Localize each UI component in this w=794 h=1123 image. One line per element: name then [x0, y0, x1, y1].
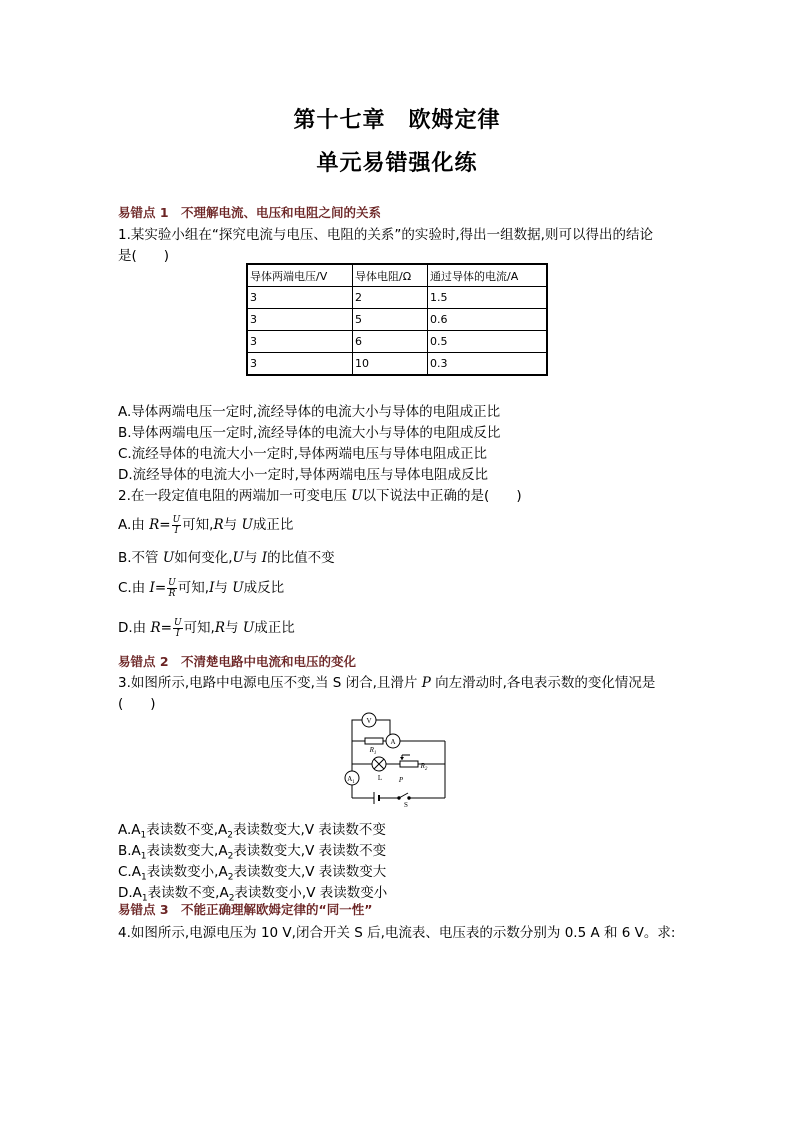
table-row	[247, 331, 547, 353]
q2-option-b: B.不管 U如何变化,U与 I的比值不变	[118, 550, 335, 566]
q1-data-table	[246, 263, 548, 376]
circuit-diagram	[336, 712, 456, 808]
table-row	[247, 353, 547, 376]
table-cell: 1.5	[428, 287, 548, 309]
q3-option-a: $A.A_1$表读数不变$,A_2$表读数变大,V 表读数不变	[118, 822, 386, 841]
q2-option-c: C.由 I= $\frac{U}{R}$ 可知,I与 U成反比	[118, 577, 285, 599]
table-row	[247, 309, 547, 331]
resistor-r1	[365, 738, 383, 744]
table-cell: 3	[247, 353, 353, 376]
q1-stem-line1: 1.某实验小组在“探究电流与电压、电阻的关系”的实验时,得出一组数据,则可以得出的结论	[118, 227, 653, 243]
q3-stem-line2: ( )	[118, 696, 156, 712]
ammeter-a1-label: $A_1$	[347, 775, 355, 785]
table-header-row	[247, 264, 547, 287]
switch-label: S	[404, 801, 408, 808]
table-header-cell: 导体电阻/Ω	[353, 264, 428, 287]
chapter-title: 第十七章 欧姆定律	[293, 107, 501, 133]
table-header-cell: 导体两端电压/V	[247, 264, 353, 287]
section-label-3: 易错点 3 不能正确理解欧姆定律的“同一性”	[118, 902, 373, 917]
table-cell: 6	[353, 331, 428, 353]
ammeter-label: A	[390, 738, 396, 746]
section-label-1: 易错点 1 不理解电流、电压和电阻之间的关系	[118, 205, 382, 220]
q2-stem: 2.在一段定值电阻的两端加一可变电压 U以下说法中正确的是( )	[118, 488, 522, 504]
r2-label: $R_2$	[420, 762, 428, 772]
fraction: $\frac{U}{I}$	[173, 617, 182, 639]
table-cell: 5	[353, 309, 428, 331]
voltmeter-label: V	[366, 717, 372, 725]
q2-option-d: D.由 R= $\frac{U}{I}$ 可知,R与 U成正比	[118, 617, 295, 639]
table-row	[247, 287, 547, 309]
fraction: $\frac{U}{R}$	[168, 577, 176, 599]
fraction: $\frac{U}{I}$	[172, 514, 181, 536]
q3-stem: 3.如图所示,电路中电源电压不变,当 S 闭合,且滑片 P 向左滑动时,各电表示数的变化情况是	[118, 675, 656, 691]
page-subtitle: 单元易错强化练	[316, 150, 478, 176]
q3-option-c: $C.A_1$表读数变小$,A_2$表读数变大,V 表读数变大	[118, 864, 387, 883]
table-cell: 10	[353, 353, 428, 376]
table-cell: 3	[247, 309, 353, 331]
table-cell: 0.3	[428, 353, 548, 376]
q2-option-a: A.由 R= $\frac{U}{I}$ 可知,R与 U成正比	[118, 514, 294, 536]
q3-option-b: $B.A_1$表读数变大$,A_2$表读数变大,V 表读数不变	[118, 843, 387, 862]
table-cell: 2	[353, 287, 428, 309]
q1-option-a: A.导体两端电压一定时,流经导体的电流大小与导体的电阻成正比	[118, 404, 501, 420]
table-cell: 0.5	[428, 331, 548, 353]
q1-option-d: D.流经导体的电流大小一定时,导体两端电压与导体电阻成反比	[118, 467, 488, 483]
rheostat-r2	[400, 761, 418, 767]
q3-option-d: $D.A_1$表读数不变$,A_2$表读数变小,V 表读数变小	[118, 885, 388, 904]
q1-stem-line2: 是( )	[118, 248, 170, 264]
table-cell: 3	[247, 287, 353, 309]
q1-option-b: B.导体两端电压一定时,流经导体的电流大小与导体的电阻成反比	[118, 425, 501, 441]
lamp-label: L	[377, 774, 383, 782]
section-label-2: 易错点 2 不清楚电路中电流和电压的变化	[118, 654, 357, 669]
table-header-cell: 通过导体的电流/A	[428, 264, 548, 287]
q1-option-c: C.流经导体的电流大小一定时,导体两端电压与导体电阻成正比	[118, 446, 488, 462]
table-cell: 3	[247, 331, 353, 353]
q4-stem: 4.如图所示,电源电压为 10 V,闭合开关 S 后,电流表、电压表的示数分别为 0.5 A 和 6 V。求:	[118, 925, 676, 941]
r1-label: $R_1$	[369, 746, 377, 756]
slider-label: P	[398, 776, 404, 784]
table-cell: 0.6	[428, 309, 548, 331]
